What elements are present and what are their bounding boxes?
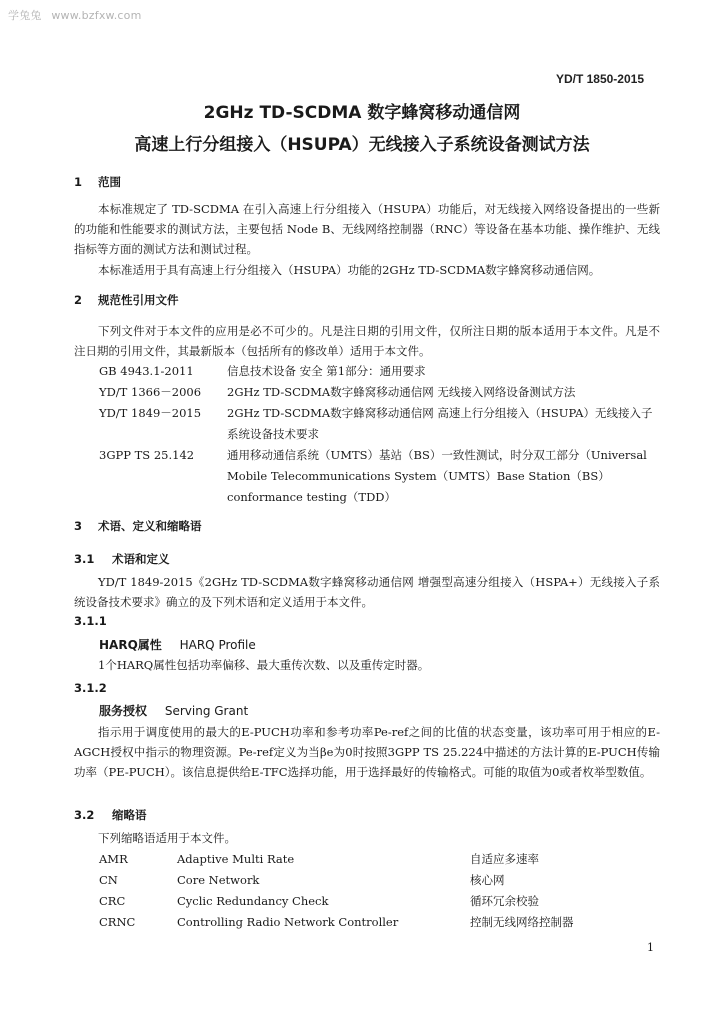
- section-number: 3: [74, 519, 83, 533]
- abbreviation: CRC: [99, 894, 126, 908]
- watermark-site: 学兔兔: [8, 9, 42, 22]
- normative-intro: 下列文件对于本文件的应用是必不可少的。凡是注日期的引用文件，仅所注日期的版本适用于本文件。凡是不注日期的引用文件，其最新版本（包括所有的修改单）适用于本文件。: [74, 324, 660, 358]
- section-number: 3.1: [74, 552, 95, 566]
- section-3-1-heading: [74, 551, 170, 567]
- watermark: [8, 7, 142, 23]
- scope-paragraph-1: 本标准规定了 TD-SCDMA 在引入高速上行分组接入（HSUPA）功能后，对无线接入网络设备提出的一些新的功能和性能要求的测试方法，主要包括 Node B、无线网络控制器（RNC）等设备在基本功能、操作维护、无线指标等方面的测试方法和测试过程。: [74, 202, 660, 256]
- term-2-definition: 指示用于调度使用的最大的E-PUCH功率和参考功率Pe-ref之间的比值的状态变量，该功率可用于相应的E-AGCH授权中指示的物理资源。Pe-ref定义为当βe为0时按照3GPP TS 25.224中描述的方法计算的E-PUCH传输功率（PE-PUCH）。该信息提供给E-TFC选择功能，用于选择最好的传输格式。可能的取值为0或者枚举型数值。: [74, 725, 660, 779]
- reference-code: YD/T 1849－2015: [99, 406, 202, 420]
- abbreviation-full: Controlling Radio Network Controller: [177, 915, 399, 929]
- reference-title: 通用移动通信系统（UMTS）基站（BS）一致性测试，时分双工部分（Universal Mobile Telecommunications System（UMTS）Base Station（BS）conformance testing（TDD）: [227, 448, 647, 504]
- section-2-heading: [74, 292, 179, 308]
- section-title: 缩略语: [112, 808, 147, 822]
- abbreviation-full: Core Network: [177, 873, 260, 887]
- document-number: YD/T 1850-2015: [555, 72, 644, 86]
- section-title: 规范性引用文件: [98, 293, 179, 307]
- title-line-2: 高速上行分组接入（HSUPA）无线接入子系统设备测试方法: [134, 135, 590, 155]
- abbreviation-zh: 核心网: [470, 873, 505, 887]
- section-number: 2: [74, 293, 83, 307]
- reference-code: 3GPP TS 25.142: [99, 448, 195, 462]
- reference-code: GB 4943.1-2011: [99, 364, 194, 378]
- abbreviation: AMR: [99, 852, 128, 866]
- section-number: 3.2: [74, 808, 95, 822]
- term-en: HARQ Profile: [179, 638, 256, 652]
- section-title: 范围: [98, 175, 122, 189]
- section-1-heading: [74, 174, 121, 190]
- abbreviation-full: Cyclic Redundancy Check: [177, 894, 329, 908]
- term-1-definition: 1个HARQ属性包括功率偏移、最大重传次数、以及重传定时器。: [98, 658, 430, 672]
- term-2-label: [99, 702, 248, 719]
- section-3-heading: [74, 518, 202, 534]
- abbreviation-zh: 控制无线网络控制器: [470, 915, 574, 929]
- reference-title: 信息技术设备 安全 第1部分：通用要求: [227, 364, 426, 378]
- abbreviation-zh: 自适应多速率: [470, 852, 539, 866]
- page-number: 1: [647, 941, 654, 954]
- reference-code: YD/T 1366－2006: [99, 385, 202, 399]
- terms-intro: YD/T 1849-2015《2GHz TD-SCDMA数字蜂窝移动通信网 增强型高速分组接入（HSPA+）无线接入子系统设备技术要求》确立的及下列术语和定义适用于本文件。: [74, 575, 660, 609]
- term-en: Serving Grant: [164, 704, 249, 718]
- title-line-1: 2GHz TD-SCDMA 数字蜂窝移动通信网: [203, 103, 521, 123]
- section-3-2-heading: [74, 807, 147, 823]
- abbreviation: CRNC: [99, 915, 136, 929]
- term-zh: HARQ属性: [99, 638, 162, 652]
- section-number: 3.1.1: [74, 614, 107, 628]
- section-title: 术语、定义和缩略语: [98, 519, 202, 533]
- reference-title: 2GHz TD-SCDMA数字蜂窝移动通信网 高速上行分组接入（HSUPA）无线接入子系统设备技术要求: [227, 406, 653, 441]
- abbreviation-zh: 循环冗余校验: [470, 894, 539, 908]
- term-zh: 服务授权: [99, 704, 148, 718]
- scope-paragraph-2: 本标准适用于具有高速上行分组接入（HSUPA）功能的2GHz TD-SCDMA数字蜂窝移动通信网。: [98, 263, 601, 277]
- watermark-url: www.bzfxw.com: [51, 9, 142, 22]
- section-3-1-1-heading: [74, 614, 107, 628]
- reference-title: 2GHz TD-SCDMA数字蜂窝移动通信网 无线接入网络设备测试方法: [227, 385, 576, 399]
- section-number: 3.1.2: [74, 681, 107, 695]
- section-number: 1: [74, 175, 83, 189]
- term-1-label: [99, 636, 256, 653]
- abbreviations-intro: 下列缩略语适用于本文件。: [98, 831, 236, 845]
- section-3-1-2-heading: [74, 681, 107, 695]
- section-title: 术语和定义: [112, 552, 170, 566]
- abbreviation-full: Adaptive Multi Rate: [177, 852, 295, 866]
- abbreviation: CN: [99, 873, 118, 887]
